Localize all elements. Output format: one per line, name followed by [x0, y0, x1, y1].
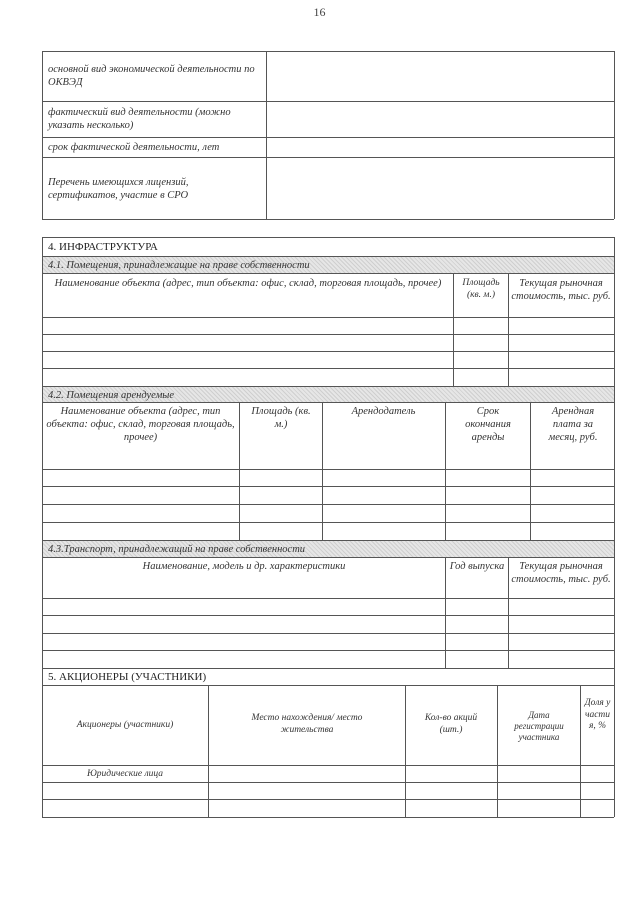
owned-premises-title: 4.1. Помещения, принадлежащие на праве собственности	[48, 260, 310, 271]
rented-col-end-date: Срок окончания аренды	[465, 406, 511, 443]
shareholders-col-shares: Кол-во акций (шт.)	[424, 713, 478, 735]
rented-col-rent: Арендная плата за месяц, руб.	[548, 406, 598, 443]
owned-col-name: Наименование объекта (адрес, тип объекта: офис, склад, торговая площадь, прочее)	[54, 278, 442, 289]
transport-col-year: Год выпуска	[449, 561, 505, 572]
okved-label: основной вид экономической деятельности по ОКВЭД	[48, 64, 255, 88]
shareholders-title: 5. АКЦИОНЕРЫ (УЧАСТНИКИ)	[48, 671, 207, 683]
shareholders-col-share-pct: Доля участия, %	[584, 698, 611, 731]
transport-col-name: Наименование, модель и др. характеристики	[142, 561, 346, 572]
rented-col-landlord: Арендодатель	[351, 406, 416, 417]
owned-col-area: Площадь (кв. м.)	[462, 278, 500, 300]
page-number: 16	[313, 5, 326, 19]
activity-term-label: срок фактической деятельности, лет	[48, 142, 220, 153]
legal-entities-label: Юридические лица	[87, 769, 163, 779]
transport-title: 4.3.Транспорт, принадлежащий на праве собственности	[48, 544, 306, 555]
infrastructure-title: 4. ИНФРАСТРУКТУРА	[48, 241, 158, 253]
okved-value[interactable]	[268, 53, 612, 99]
activity-term-value[interactable]	[268, 139, 612, 155]
owned-col-value: Текущая рыночная стоимость, тыс. руб.	[511, 278, 611, 302]
licenses-label: Перечень имеющихся лицензий, сертификатов, участие в СРО	[48, 177, 189, 201]
shareholders-col-reg-date: Дата регистрации участника	[514, 710, 564, 742]
rented-col-area: Площадь (кв. м.)	[251, 406, 311, 430]
actual-activity-label: фактический вид деятельности (можно указать несколько)	[48, 107, 231, 131]
actual-activity-value[interactable]	[268, 103, 612, 135]
rented-premises-title: 4.2. Помещения арендуемые	[48, 390, 175, 401]
licenses-value[interactable]	[268, 159, 612, 217]
shareholders-col-location: Место нахождения/ место жительства	[251, 713, 363, 735]
shareholders-col-name: Акционеры (участники)	[76, 720, 174, 730]
transport-col-value: Текущая рыночная стоимость, тыс. руб.	[511, 561, 611, 585]
rented-col-name: Наименование объекта (адрес, тип объекта: офис, склад, торговая площадь, прочее)	[46, 406, 235, 443]
